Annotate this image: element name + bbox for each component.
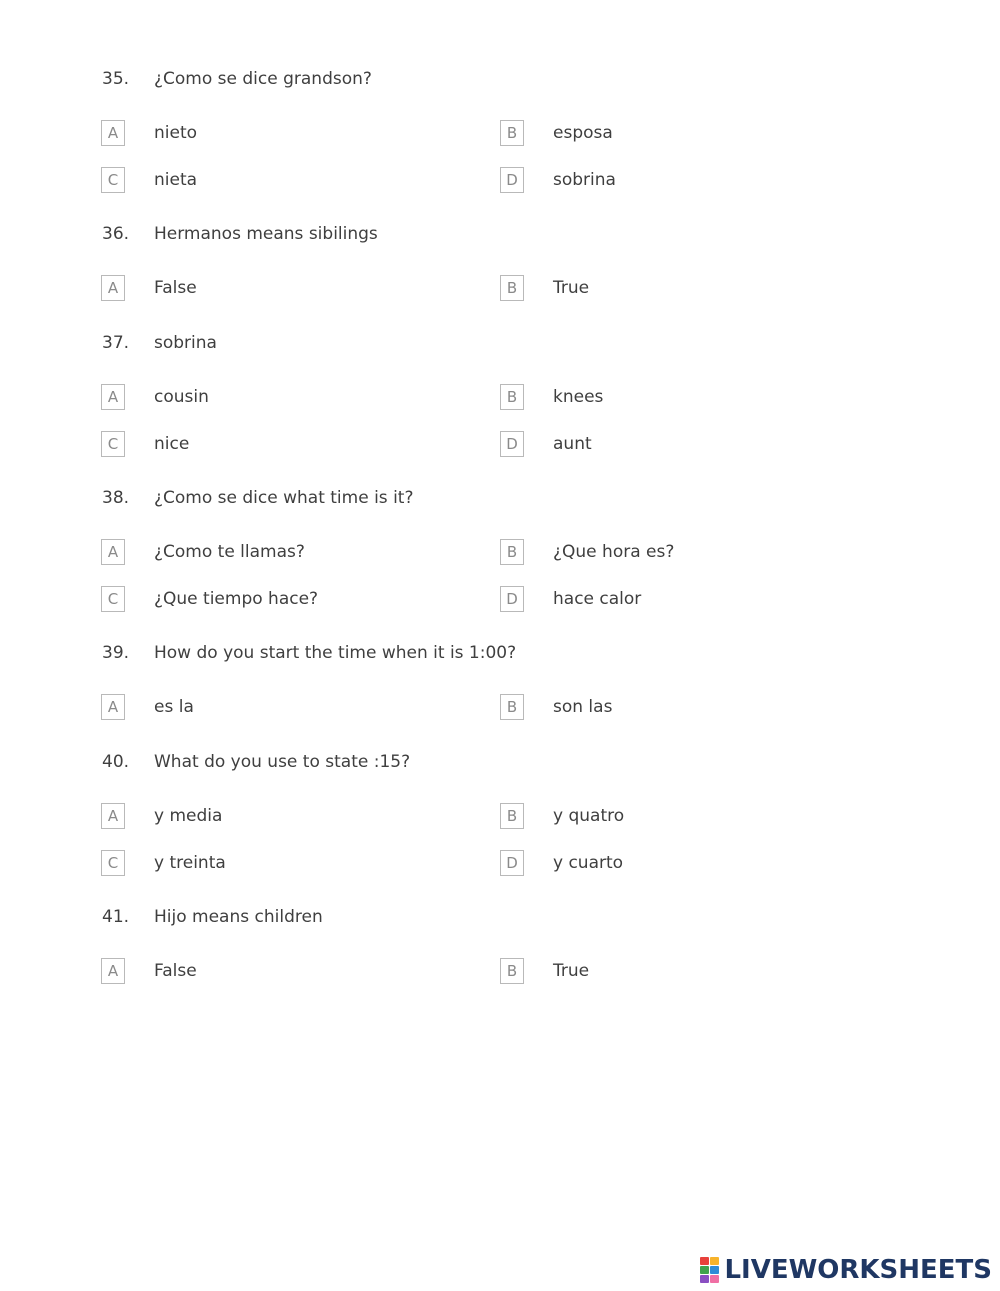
option-text[interactable]: y treinta [154, 853, 226, 873]
question-text: sobrina [154, 333, 217, 353]
option-letter-box[interactable]: A [101, 384, 125, 410]
logo-block [710, 1266, 719, 1274]
option-letter-box[interactable]: D [500, 167, 524, 193]
option-c[interactable] [101, 431, 481, 459]
option-letter-box[interactable]: D [500, 850, 524, 876]
question-text: ¿Como se dice grandson? [154, 69, 372, 89]
option-text[interactable]: hace calor [553, 589, 642, 609]
option-b[interactable] [500, 384, 880, 412]
option-b[interactable] [500, 275, 880, 303]
option-c[interactable] [101, 850, 481, 878]
option-letter-box[interactable]: B [500, 384, 524, 410]
question-prompt [0, 483, 900, 513]
option-letter-box[interactable]: C [101, 431, 125, 457]
question-number: 40. [102, 752, 130, 772]
option-a[interactable] [101, 384, 481, 412]
option-b[interactable] [500, 120, 880, 148]
option-letter-box[interactable]: D [500, 586, 524, 612]
question-text: Hijo means children [154, 907, 323, 927]
option-a[interactable] [101, 539, 481, 567]
option-text[interactable]: ¿Que hora es? [553, 542, 675, 562]
question-number: 37. [102, 333, 130, 353]
question-prompt [0, 219, 900, 249]
option-text[interactable]: cousin [154, 387, 209, 407]
question-number: 35. [102, 69, 130, 89]
question-number: 38. [102, 488, 130, 508]
option-text[interactable]: y media [154, 806, 223, 826]
option-text[interactable]: nice [154, 434, 190, 454]
option-letter-box[interactable]: A [101, 539, 125, 565]
option-text[interactable]: knees [553, 387, 604, 407]
option-a[interactable] [101, 275, 481, 303]
question-text: ¿Como se dice what time is it? [154, 488, 414, 508]
option-text[interactable]: True [553, 961, 590, 981]
option-b[interactable] [500, 958, 880, 986]
logo-mark-icon [700, 1257, 720, 1283]
question-prompt [0, 64, 900, 94]
option-letter-box[interactable]: A [101, 275, 125, 301]
option-letter-box[interactable]: A [101, 958, 125, 984]
question-number: 36. [102, 224, 130, 244]
option-text[interactable]: son las [553, 697, 613, 717]
logo-block [710, 1275, 719, 1283]
option-d[interactable] [500, 167, 880, 195]
option-text[interactable]: True [553, 278, 590, 298]
option-b[interactable] [500, 539, 880, 567]
option-text[interactable]: es la [154, 697, 194, 717]
option-text[interactable]: esposa [553, 123, 613, 143]
option-letter-box[interactable]: C [101, 167, 125, 193]
option-c[interactable] [101, 586, 481, 614]
option-a[interactable] [101, 120, 481, 148]
option-b[interactable] [500, 803, 880, 831]
logo-text: LIVEWORKSHEETS [724, 1255, 992, 1285]
question-prompt [0, 638, 900, 668]
option-letter-box[interactable]: B [500, 275, 524, 301]
option-text[interactable]: False [154, 278, 197, 298]
question-prompt [0, 902, 900, 932]
question-prompt [0, 328, 900, 358]
option-text[interactable]: y cuarto [553, 853, 624, 873]
logo-block [700, 1257, 709, 1265]
option-text[interactable]: aunt [553, 434, 592, 454]
option-a[interactable] [101, 958, 481, 986]
option-c[interactable] [101, 167, 481, 195]
option-letter-box[interactable]: B [500, 539, 524, 565]
option-letter-box[interactable]: C [101, 850, 125, 876]
option-text[interactable]: False [154, 961, 197, 981]
logo-block [700, 1266, 709, 1274]
option-letter-box[interactable]: C [101, 586, 125, 612]
question-number: 41. [102, 907, 130, 927]
option-letter-box[interactable]: D [500, 431, 524, 457]
liveworksheets-logo [700, 1254, 992, 1286]
option-letter-box[interactable]: A [101, 803, 125, 829]
option-d[interactable] [500, 850, 880, 878]
question-text: What do you use to state :15? [154, 752, 411, 772]
option-text[interactable]: ¿Como te llamas? [154, 542, 305, 562]
option-text[interactable]: nieto [154, 123, 198, 143]
option-letter-box[interactable]: B [500, 120, 524, 146]
question-text: Hermanos means sibilings [154, 224, 378, 244]
question-text: How do you start the time when it is 1:00? [154, 643, 517, 663]
option-text[interactable]: nieta [154, 170, 198, 190]
question-number: 39. [102, 643, 130, 663]
option-letter-box[interactable]: B [500, 958, 524, 984]
logo-block [700, 1275, 709, 1283]
option-b[interactable] [500, 694, 880, 722]
option-a[interactable] [101, 694, 481, 722]
option-letter-box[interactable]: A [101, 694, 125, 720]
option-text[interactable]: ¿Que tiempo hace? [154, 589, 319, 609]
logo-block [710, 1257, 719, 1265]
option-d[interactable] [500, 431, 880, 459]
option-letter-box[interactable]: B [500, 694, 524, 720]
question-prompt [0, 747, 900, 777]
option-d[interactable] [500, 586, 880, 614]
option-a[interactable] [101, 803, 481, 831]
option-letter-box[interactable]: A [101, 120, 125, 146]
option-letter-box[interactable]: B [500, 803, 524, 829]
option-text[interactable]: y quatro [553, 806, 625, 826]
option-text[interactable]: sobrina [553, 170, 616, 190]
